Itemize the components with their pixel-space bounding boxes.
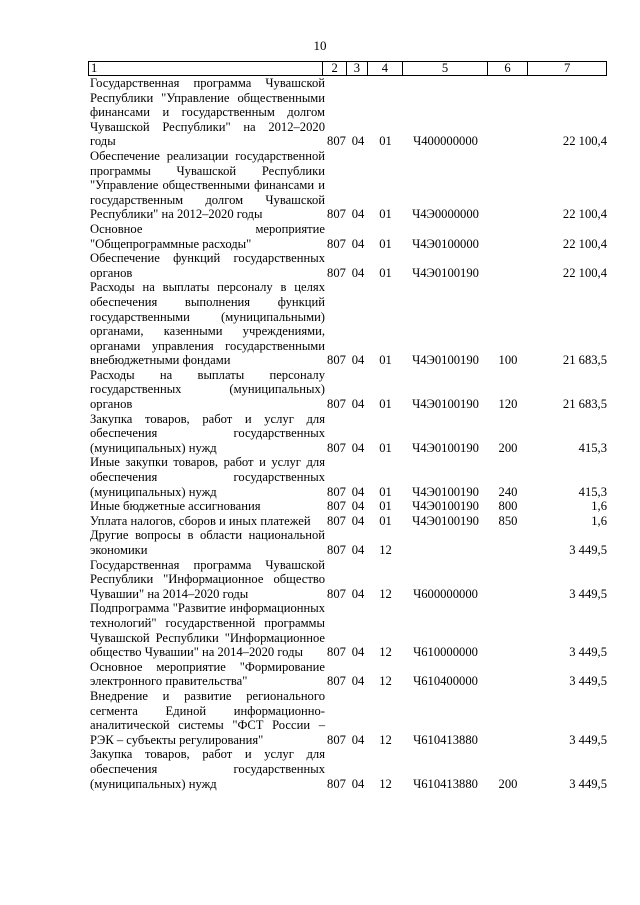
row-c5: Ч4Э0100190 [412,513,479,528]
row-c3: 04 [351,543,365,557]
row-c5: Ч4Э0100190 [412,397,479,412]
row-c2: 807 [327,586,346,601]
row-c7: 22 100,4 [562,236,607,251]
row-c3: 04 [351,265,365,280]
row-c6: 240 [498,484,518,499]
row-c4: 01 [379,265,392,280]
table-row [88,601,607,659]
row-c2: 807 [327,440,346,455]
row-c2: 807 [327,499,346,514]
row-name: Обеспечение функций государственных органов [90,251,325,280]
table-row [88,251,607,280]
table-row [88,660,607,689]
row-c4: 01 [379,134,392,149]
row-name: Уплата налогов, сборов и иных платежей [90,513,311,528]
row-c7: 21 683,5 [562,353,607,368]
header-col-6: 6 [487,62,527,75]
row-c4: 01 [379,353,392,368]
row-c7: 3 449,5 [569,645,607,660]
row-c2: 807 [327,353,346,368]
row-c7: 22 100,4 [562,207,607,222]
row-c3: 04 [351,732,365,747]
row-c5: Ч4Э0100000 [412,236,479,251]
row-c7: 22 100,4 [562,134,607,149]
table-row [88,76,607,149]
table-header-row [88,61,607,76]
row-name: Государственная программа Чувашской Республики "Информационное общество Чувашии" на 2014–2020 годы [90,557,325,601]
row-c5: Ч4Э0100190 [412,484,479,499]
header-col-7: 7 [527,62,606,75]
row-c7: 3 449,5 [569,586,607,601]
row-c5: Ч4Э0000000 [412,207,479,222]
row-c7: 3 449,5 [569,732,607,747]
table-row [88,222,607,251]
header-col-2: 2 [322,62,346,75]
row-name: Расходы на выплаты персоналу в целях обеспечения выполнения функций государственными (муниципальными) органами, казенными учреждениями, органами управления государственными внебюджетными фондами [90,280,325,368]
row-c3: 04 [351,397,365,412]
row-c3: 04 [351,513,365,528]
row-c4: 01 [379,484,392,499]
row-c4: 01 [379,207,392,222]
row-c4: 12 [379,543,392,557]
row-c6: 200 [498,776,518,791]
page-number: 10 [313,38,327,53]
table-row [88,149,607,222]
row-c4: 01 [379,397,392,412]
table-row [88,689,607,747]
row-name: Закупка товаров, работ и услуг для обеспечения государственных (муниципальных) нужд [90,747,325,791]
row-c7: 3 449,5 [569,674,607,689]
row-c7: 3 449,5 [569,543,607,557]
row-name: Другие вопросы в области национальной экономики [90,528,325,557]
row-name: Иные бюджетные ассигнования [90,499,261,514]
row-c5: Ч610413880 [413,776,478,791]
row-c3: 04 [351,353,365,368]
row-c5: Ч610000000 [413,645,478,660]
row-name: Обеспечение реализации государственной программы Чувашской Республики "Управление общественными финансами и государственным долгом Чувашской Республики" на 2012–2020 годы [90,148,325,222]
row-c5: Ч610400000 [413,674,478,689]
table-row [88,528,607,557]
row-c6: 120 [498,397,518,412]
row-c7: 415,3 [578,484,607,499]
row-c2: 807 [327,674,346,689]
table-row [88,455,607,499]
row-c2: 807 [327,732,346,747]
table-row [88,747,607,791]
table-row [88,280,607,368]
row-c3: 04 [351,776,365,791]
row-c2: 807 [327,236,346,251]
row-c4: 01 [379,513,392,528]
row-c2: 807 [327,513,346,528]
table-row [88,514,607,529]
row-c4: 01 [379,236,392,251]
row-c6: 850 [498,513,518,528]
row-c5: Ч600000000 [413,586,478,601]
row-c5: Ч4Э0100190 [412,499,479,514]
row-c7: 415,3 [578,440,607,455]
header-col-4: 4 [367,62,402,75]
table-row [88,412,607,456]
row-c4: 01 [379,499,392,514]
row-c4: 12 [379,674,392,689]
row-c7: 22 100,4 [562,265,607,280]
row-c4: 12 [379,645,392,660]
row-c7: 3 449,5 [569,776,607,791]
row-c3: 04 [351,484,365,499]
row-c6: 800 [498,499,518,514]
table-body [88,76,607,791]
row-c2: 807 [327,776,346,791]
row-c2: 807 [327,134,346,149]
row-c3: 04 [351,207,365,222]
row-c5: Ч400000000 [413,134,478,149]
row-c3: 04 [351,440,365,455]
row-name: Государственная программа Чувашской Республики "Управление общественными финансами и государственным долгом Чувашской Республики" на 2012–2020 годы [90,76,325,149]
row-name: Внедрение и развитие регионального сегмента Единой информационно-аналитической системы "ФСТ России – РЭК – субъекты регулирования" [90,688,325,747]
row-c4: 12 [379,776,392,791]
row-name: Основное мероприятие "Общепрограммные расходы" [90,221,325,251]
row-c3: 04 [351,236,365,251]
row-c6: 200 [498,440,518,455]
table-row [88,558,607,602]
row-c5: Ч4Э0100190 [412,440,479,455]
row-c4: 01 [379,440,392,455]
row-c3: 04 [351,134,365,149]
header-col-3: 3 [346,62,367,75]
row-c7: 1,6 [591,499,607,514]
row-c6: 100 [498,353,518,368]
row-c7: 21 683,5 [562,397,607,412]
row-c2: 807 [327,484,346,499]
row-name: Основное мероприятие "Формирование электронного правительства" [90,659,325,689]
table-row [88,368,607,412]
row-name: Подпрограмма "Развитие информационных технологий" государственной программы Чувашской Республики "Информационное общество Чувашии" на 2014–2020 годы [90,601,325,660]
row-name: Расходы на выплаты персоналу государственных (муниципальных) органов [90,367,325,412]
budget-table [88,61,607,791]
row-c5: Ч610413880 [413,732,478,747]
row-c5: Ч4Э0100190 [412,265,479,280]
row-c3: 04 [351,674,365,689]
row-c4: 12 [379,586,392,601]
table-row [88,499,607,514]
row-c2: 807 [327,645,346,660]
row-c4: 12 [379,732,392,747]
row-c3: 04 [351,586,365,601]
row-c3: 04 [351,645,365,660]
row-c2: 807 [327,265,346,280]
row-c5: Ч4Э0100190 [412,353,479,368]
row-name: Иные закупки товаров, работ и услуг для обеспечения государственных (муниципальных) нужд [90,455,325,499]
row-c2: 807 [327,543,346,557]
row-name: Закупка товаров, работ и услуг для обеспечения государственных (муниципальных) нужд [90,411,325,455]
header-col-5: 5 [402,62,487,75]
header-col-1: 1 [91,61,98,75]
row-c2: 807 [327,397,346,412]
row-c7: 1,6 [591,513,607,528]
row-c3: 04 [351,499,365,514]
row-c2: 807 [327,207,346,222]
